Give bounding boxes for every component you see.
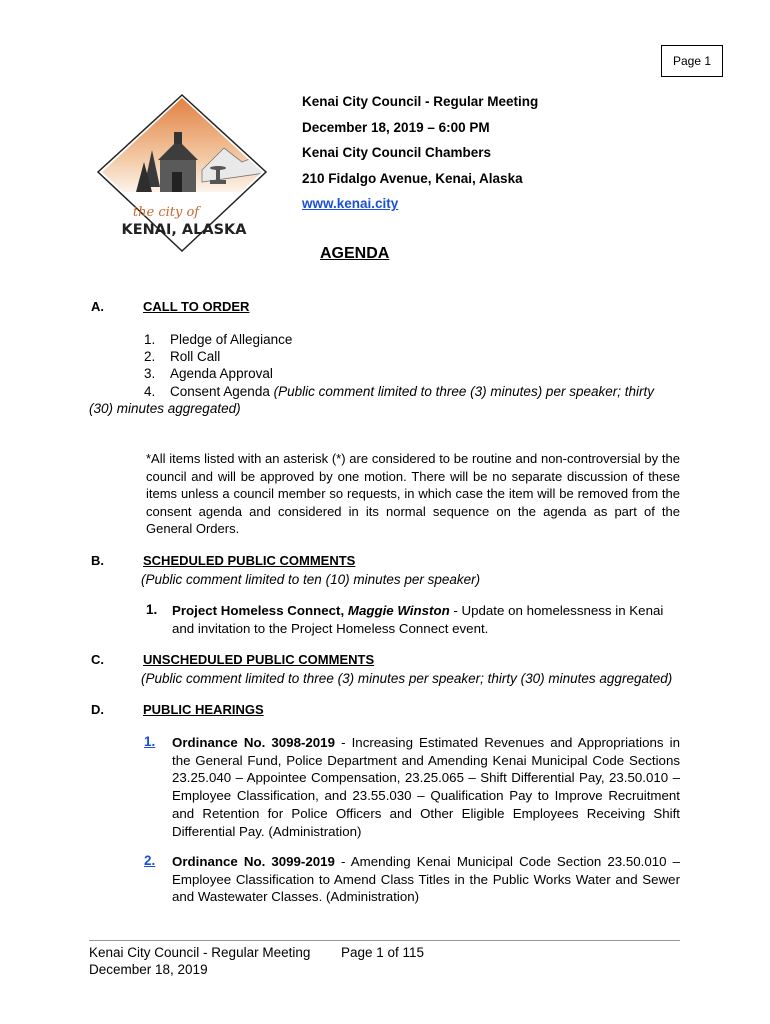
consent-note-continued: (30) minutes aggregated)	[89, 401, 241, 416]
item-text: - Amending Kenai Municipal Code Section 23.50.010 – Employee Classification to Amend Class Titles in the Public Works Water and Sewer and Wastewater Classes. (Administration)	[172, 854, 680, 905]
page-label	[661, 45, 723, 77]
list-item	[172, 734, 680, 840]
item-number: 1.	[144, 332, 156, 347]
website-link[interactable]: www.kenai.city	[302, 196, 399, 211]
meeting-date: December 18, 2019 – 6:00 PM	[302, 120, 490, 135]
meeting-location: Kenai City Council Chambers	[302, 145, 492, 160]
logo-text-line2: KENAI, ALASKA	[121, 222, 247, 238]
asterisk-note: *All items listed with an asterisk (*) are considered to be routine and non-controversial by the council and will be approved by one motion. There will be no separate discussion of these items unless a council member so requests, in which case the item will be removed from the consent agenda and considered in its normal sequence on the agenda as part of the General Orders.	[146, 451, 680, 536]
section-c-letter: C.	[91, 652, 104, 667]
item-number: 3.	[144, 366, 156, 381]
list-item	[144, 365, 273, 382]
list-item	[172, 602, 680, 637]
page-label-text: Page 1	[672, 54, 712, 68]
section-b-letter: B.	[91, 553, 104, 568]
list-item	[144, 331, 293, 348]
footer-date: December 18, 2019	[89, 962, 208, 977]
meeting-title: Kenai City Council - Regular Meeting	[302, 94, 539, 109]
item-number: 4.	[144, 384, 156, 399]
item-text: Consent Agenda	[170, 384, 274, 399]
section-b-note: (Public comment limited to ten (10) minutes per speaker)	[141, 572, 481, 587]
list-item	[144, 348, 221, 365]
item-text: - Update on homelessness in Kenai	[449, 603, 664, 618]
consent-note: (Public comment limited to three (3) minutes) per speaker; thirty	[273, 384, 654, 399]
agenda-title: AGENDA	[320, 245, 390, 262]
item-number: 1.	[146, 602, 158, 617]
ordinance-3099-link[interactable]: 2.	[144, 853, 156, 868]
item-text-line2: and invitation to the Project Homeless Connect event.	[172, 620, 489, 636]
city-logo	[92, 92, 272, 254]
list-item	[144, 383, 654, 400]
item-text: Roll Call	[170, 349, 221, 364]
logo-text-line1: the city of	[132, 205, 200, 220]
ordinance-3098-link[interactable]: 1.	[144, 734, 156, 749]
section-d-title: PUBLIC HEARINGS	[143, 702, 264, 717]
section-a-title: CALL TO ORDER	[143, 299, 250, 314]
footer-page-number: Page 1 of 115	[341, 945, 425, 960]
section-a-letter: A.	[91, 299, 104, 314]
item-title: Project Homeless Connect,	[172, 603, 348, 618]
item-text: Agenda Approval	[170, 366, 273, 381]
footer-meeting: Kenai City Council - Regular Meeting	[89, 945, 311, 960]
section-c-title: UNSCHEDULED PUBLIC COMMENTS	[143, 652, 375, 667]
item-title: Ordinance No. 3099-2019	[172, 854, 335, 869]
section-c-note: (Public comment limited to three (3) minutes per speaker; thirty (30) minutes aggregated)	[141, 671, 673, 686]
footer-divider	[89, 940, 680, 941]
item-title: Ordinance No. 3098-2019	[172, 735, 335, 750]
meeting-address: 210 Fidalgo Avenue, Kenai, Alaska	[302, 171, 523, 186]
list-item	[172, 853, 680, 906]
section-d-letter: D.	[91, 702, 104, 717]
item-text: - Increasing Estimated Revenues and Appropriations in the General Fund, Police Department and Amending Kenai Municipal Code Sections 23.25.040 – Appointee Compensation, 23.25.065 – Shift Differential Pay, 23.50.010 – Employee Classification, and 23.55.030 – Qualification Pay to Improve Recruitment and Retention for Police Officers and Other Eligible Employees Receiving Shift Differential Pay. (Administration)	[172, 735, 680, 839]
item-text: Pledge of Allegiance	[170, 332, 293, 347]
item-number: 2.	[144, 349, 156, 364]
item-speaker: Maggie Winston	[347, 603, 450, 618]
section-b-title: SCHEDULED PUBLIC COMMENTS	[143, 553, 356, 568]
